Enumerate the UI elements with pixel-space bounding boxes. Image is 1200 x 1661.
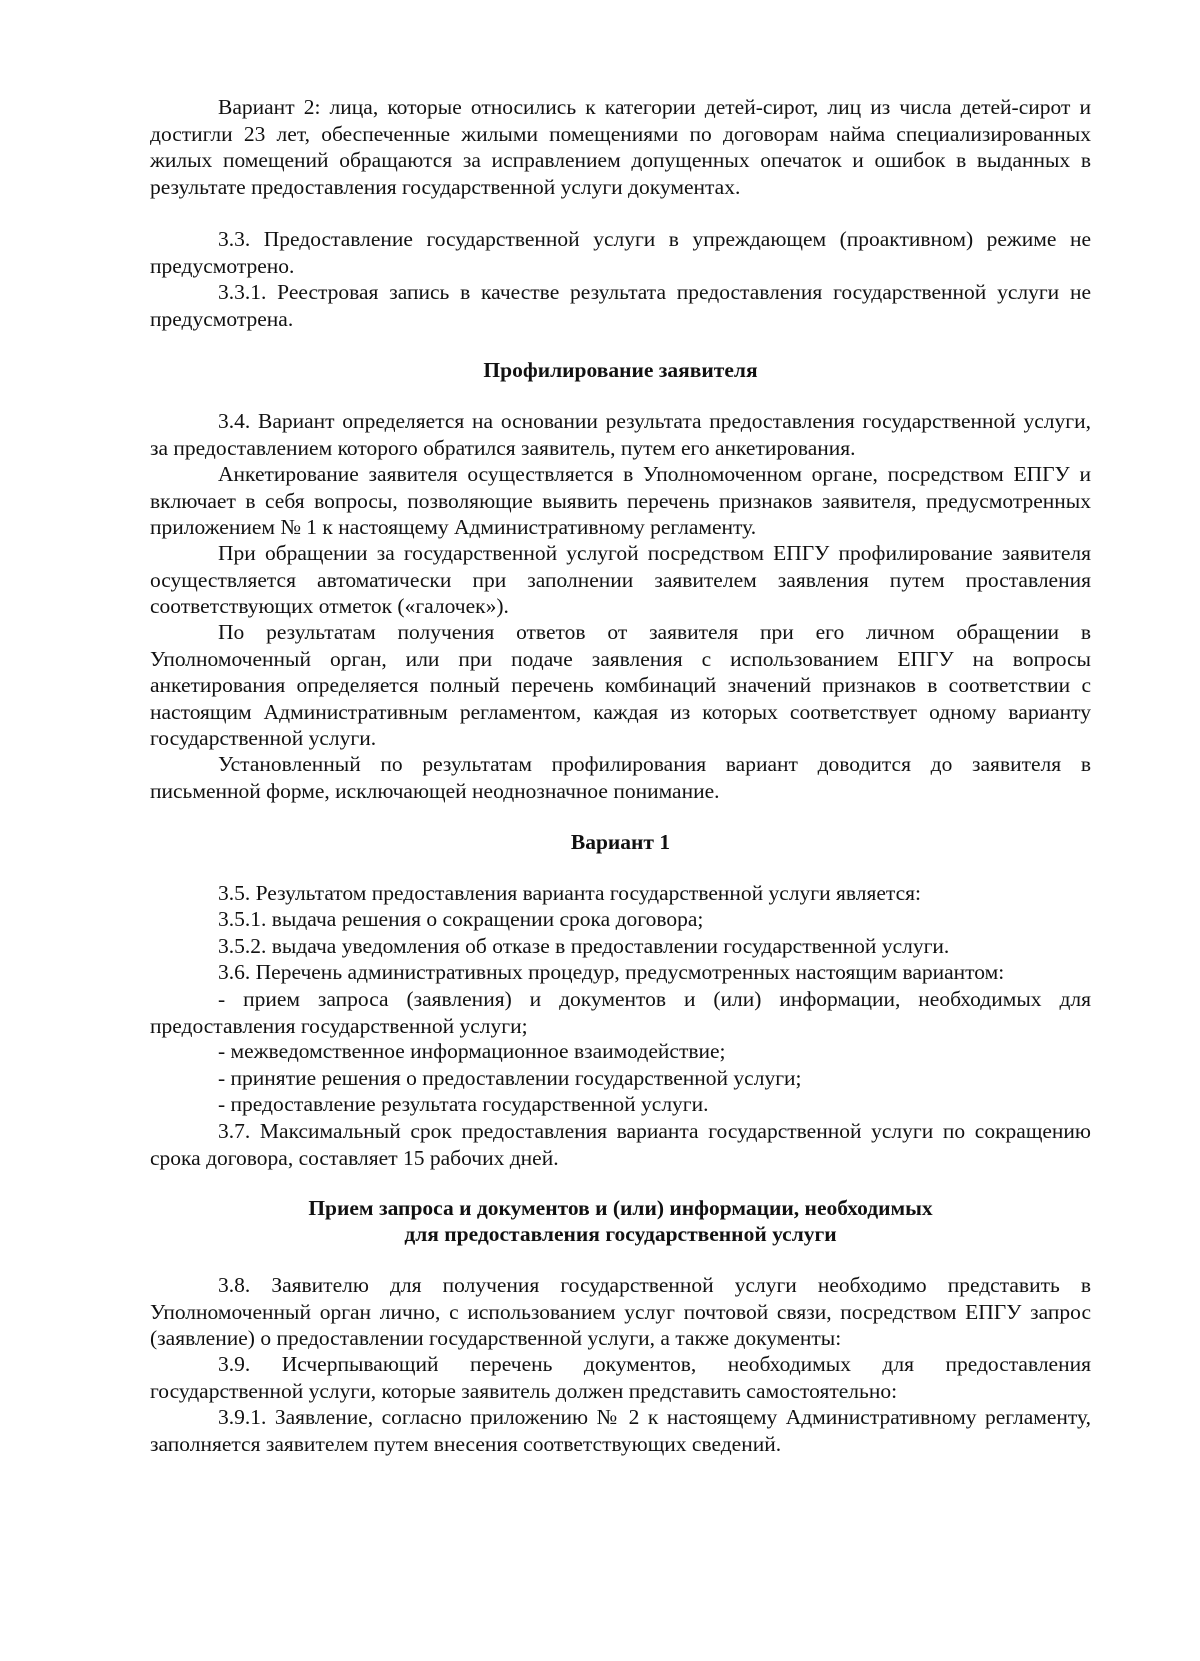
paragraph-3-6: 3.6. Перечень административных процедур, предусмотренных настоящим вариантом: bbox=[218, 960, 1005, 984]
paragraph-3-3-1: 3.3.1. Реестровая запись в качестве результата предоставления государственной услуги не предусмотрена. bbox=[150, 280, 1091, 331]
paragraph-3-9: 3.9. Исчерпывающий перечень документов, необходимых для предоставления государственной услуги, которые заявитель должен представить самостоятельно: bbox=[150, 1352, 1091, 1403]
paragraph-established-variant: Установленный по результатам профилирования вариант доводится до заявителя в письменной форме, исключающей неоднозначное понимание. bbox=[150, 752, 1091, 803]
paragraph-3-8: 3.8. Заявителю для получения государственной услуги необходимо представить в Уполномоченный орган лично, с использованием услуг почтовой связи, посредством ЕПГУ запрос (заявление) о предоставлении государственной услуги, а также документы: bbox=[150, 1273, 1091, 1350]
list-item-decision: - принятие решения о предоставлении государственной услуги; bbox=[218, 1066, 802, 1090]
paragraph-variant2: Вариант 2: лица, которые относились к категории детей-сирот, лиц из числа детей-сирот и достигли 23 лет, обеспеченные жилыми помещениями по договорам найма специализированных жилых помещений обращаются за исправлением допущенных опечаток и ошибок в выданных в результате предоставления государственной услуги документах. bbox=[150, 95, 1091, 199]
paragraph-3-3: 3.3. Предоставление государственной услуги в упреждающем (проактивном) режиме не предусмотрено. bbox=[150, 227, 1091, 278]
paragraph-survey: Анкетирование заявителя осуществляется в Уполномоченном органе, посредством ЕПГУ и включает в себя вопросы, позволяющие выявить перечень признаков заявителя, предусмотренных приложением № 1 к настоящему Административному регламенту. bbox=[150, 462, 1091, 539]
heading-reception-line2: для предоставления государственной услуги bbox=[404, 1222, 837, 1246]
paragraph-3-9-1: 3.9.1. Заявление, согласно приложению № 2 к настоящему Административному регламенту, заполняется заявителем путем внесения соответствующих сведений. bbox=[150, 1405, 1091, 1456]
paragraph-3-5-1: 3.5.1. выдача решения о сокращении срока договора; bbox=[218, 907, 704, 931]
list-item-reception: - прием запроса (заявления) и документов и (или) информации, необходимых для предоставления государственной услуги; bbox=[150, 987, 1091, 1038]
paragraph-3-7: 3.7. Максимальный срок предоставления варианта государственной услуги по сокращению срока договора, составляет 15 рабочих дней. bbox=[150, 1119, 1091, 1170]
list-item-result: - предоставление результата государственной услуги. bbox=[218, 1092, 709, 1116]
heading-variant1: Вариант 1 bbox=[570, 830, 671, 854]
paragraph-answers: По результатам получения ответов от заявителя при его личном обращении в Уполномоченный орган, или при подаче заявления с использованием ЕПГУ на вопросы анкетирования определяется полный перечень комбинаций значений признаков в соответствии с настоящим Административным регламентом, каждая из которых соответствует одному варианту государственной услуги. bbox=[150, 620, 1091, 750]
heading-reception-line1: Прием запроса и документов и (или) информации, необходимых bbox=[308, 1196, 933, 1220]
paragraph-3-5-2: 3.5.2. выдача уведомления об отказе в предоставлении государственной услуги. bbox=[218, 934, 950, 958]
list-item-interaction: - межведомственное информационное взаимодействие; bbox=[218, 1039, 726, 1063]
paragraph-3-5: 3.5. Результатом предоставления варианта государственной услуги является: bbox=[218, 881, 921, 905]
paragraph-3-4: 3.4. Вариант определяется на основании результата предоставления государственной услуги, за предоставлением которого обратился заявитель, путем его анкетирования. bbox=[150, 409, 1091, 460]
paragraph-epgu-profiling: При обращении за государственной услугой посредством ЕПГУ профилирование заявителя осуществляется автоматически при заполнении заявителем заявления путем проставления соответствующих отметок («галочек»). bbox=[150, 541, 1091, 618]
heading-profiling: Профилирование заявителя bbox=[483, 358, 758, 382]
